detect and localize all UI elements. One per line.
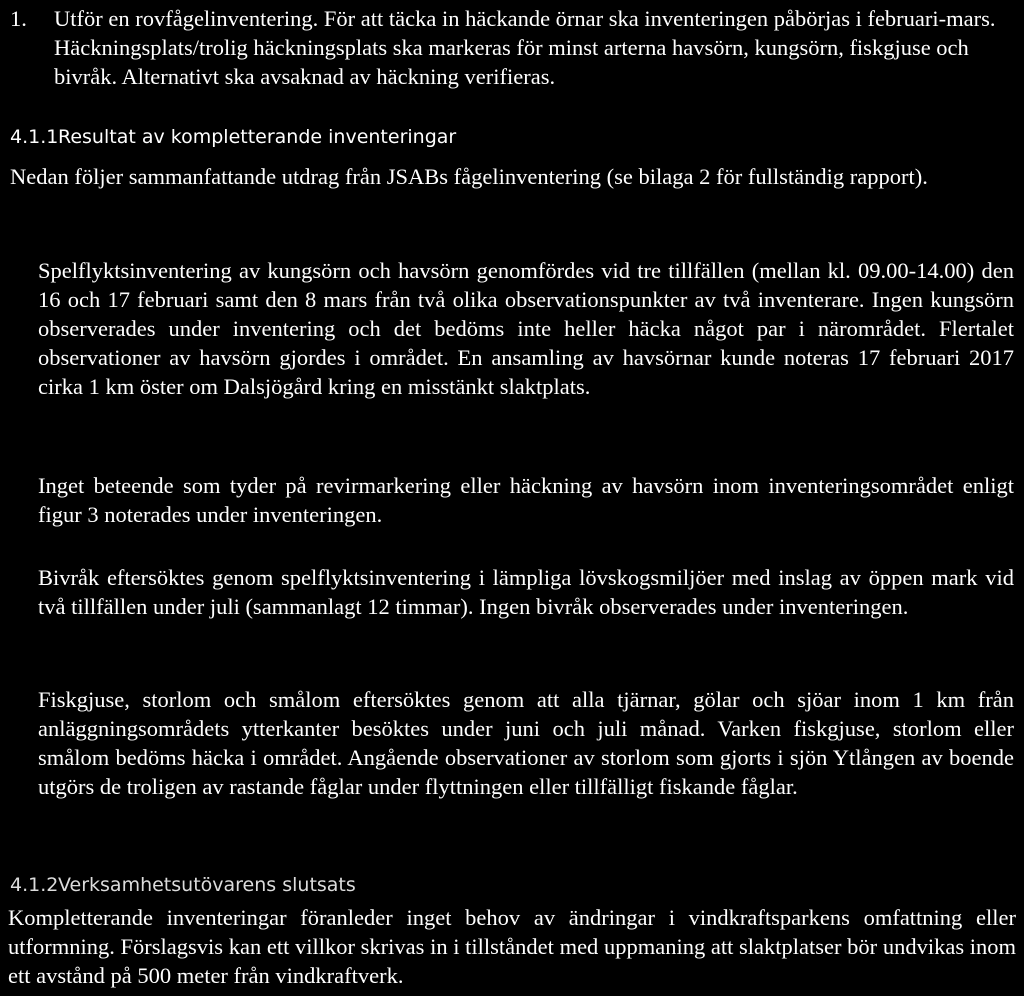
intro-paragraph: Nedan följer sammanfattande utdrag från JSABs fågelinventering (se bilaga 2 för fullständig rapport). bbox=[10, 164, 928, 189]
section-heading-4-1-2 bbox=[10, 872, 356, 898]
list-item-text: Utför en rovfågelinventering. För att täcka in häckande örnar ska inventeringen påbörjas i februari-mars. Häckningsplats/trolig häckningsplats ska markeras för minst arterna havsörn, kungsörn, fiskgjuse och bivråk. Alternativt ska avsaknad av häckning verifieras. bbox=[54, 6, 996, 89]
conclusion-paragraph: Kompletterande inventeringar föranleder inget behov av ändringar i vindkraftsparkens omfattning eller utformning. Förslagsvis kan ett villkor skrivas in i tillståndet med uppmaning att slaktplatser bör undvikas inom ett avstånd på 500 meter från vindkraftverk. bbox=[8, 905, 1016, 988]
eagle-survey-paragraph: Spelflyktsinventering av kungsörn och havsörn genomfördes vid tre tillfällen (mellan kl. 09.00-14.00) den 16 och 17 februari samt den 8 mars från två olika observationspunkter av två inventerare. Ingen kungsörn observerades under inventering och det bedöms inte heller häcka något par i närområdet. Flertalet observationer av havsörn gjordes i området. En ansamling av havsörnar kunde noteras 17 februari 2017 cirka 1 km öster om Dalsjögård kring en misstänkt slaktplats. bbox=[38, 258, 1014, 399]
section-title: Verksamhetsutövarens slutsats bbox=[58, 874, 356, 896]
section-number: 4.1.1 bbox=[10, 126, 59, 148]
section-title: Resultat av kompletterande inventeringar bbox=[58, 126, 457, 148]
section-number: 4.1.2 bbox=[10, 874, 59, 896]
territory-paragraph: Inget beteende som tyder på revirmarkering eller häckning av havsörn inom inventeringsområdet enligt figur 3 noterades under inventeringen. bbox=[38, 473, 1014, 527]
osprey-loon-paragraph: Fiskgjuse, storlom och smålom eftersöktes genom att alla tjärnar, gölar och sjöar inom 1 km från anläggningsområdets ytterkanter besöktes under juni och juli månad. Varken fiskgjuse, storlom eller smålom bedöms häcka i området. Angående observationer av storlom som gjorts i sjön Ytlången av boende utgörs de troligen av rastande fåglar under flyttningen eller tillfälligt fiskande fåglar. bbox=[38, 687, 1014, 799]
list-marker: 1. bbox=[10, 6, 27, 31]
honey-buzzard-paragraph: Bivråk eftersöktes genom spelflyktsinventering i lämpliga lövskogsmiljöer med inslag av öppen mark vid två tillfällen under juli (sammanlagt 12 timmar). Ingen bivråk observerades under inventeringen. bbox=[38, 565, 1014, 619]
list-item bbox=[10, 4, 1015, 91]
section-heading-4-1-1 bbox=[10, 124, 456, 150]
